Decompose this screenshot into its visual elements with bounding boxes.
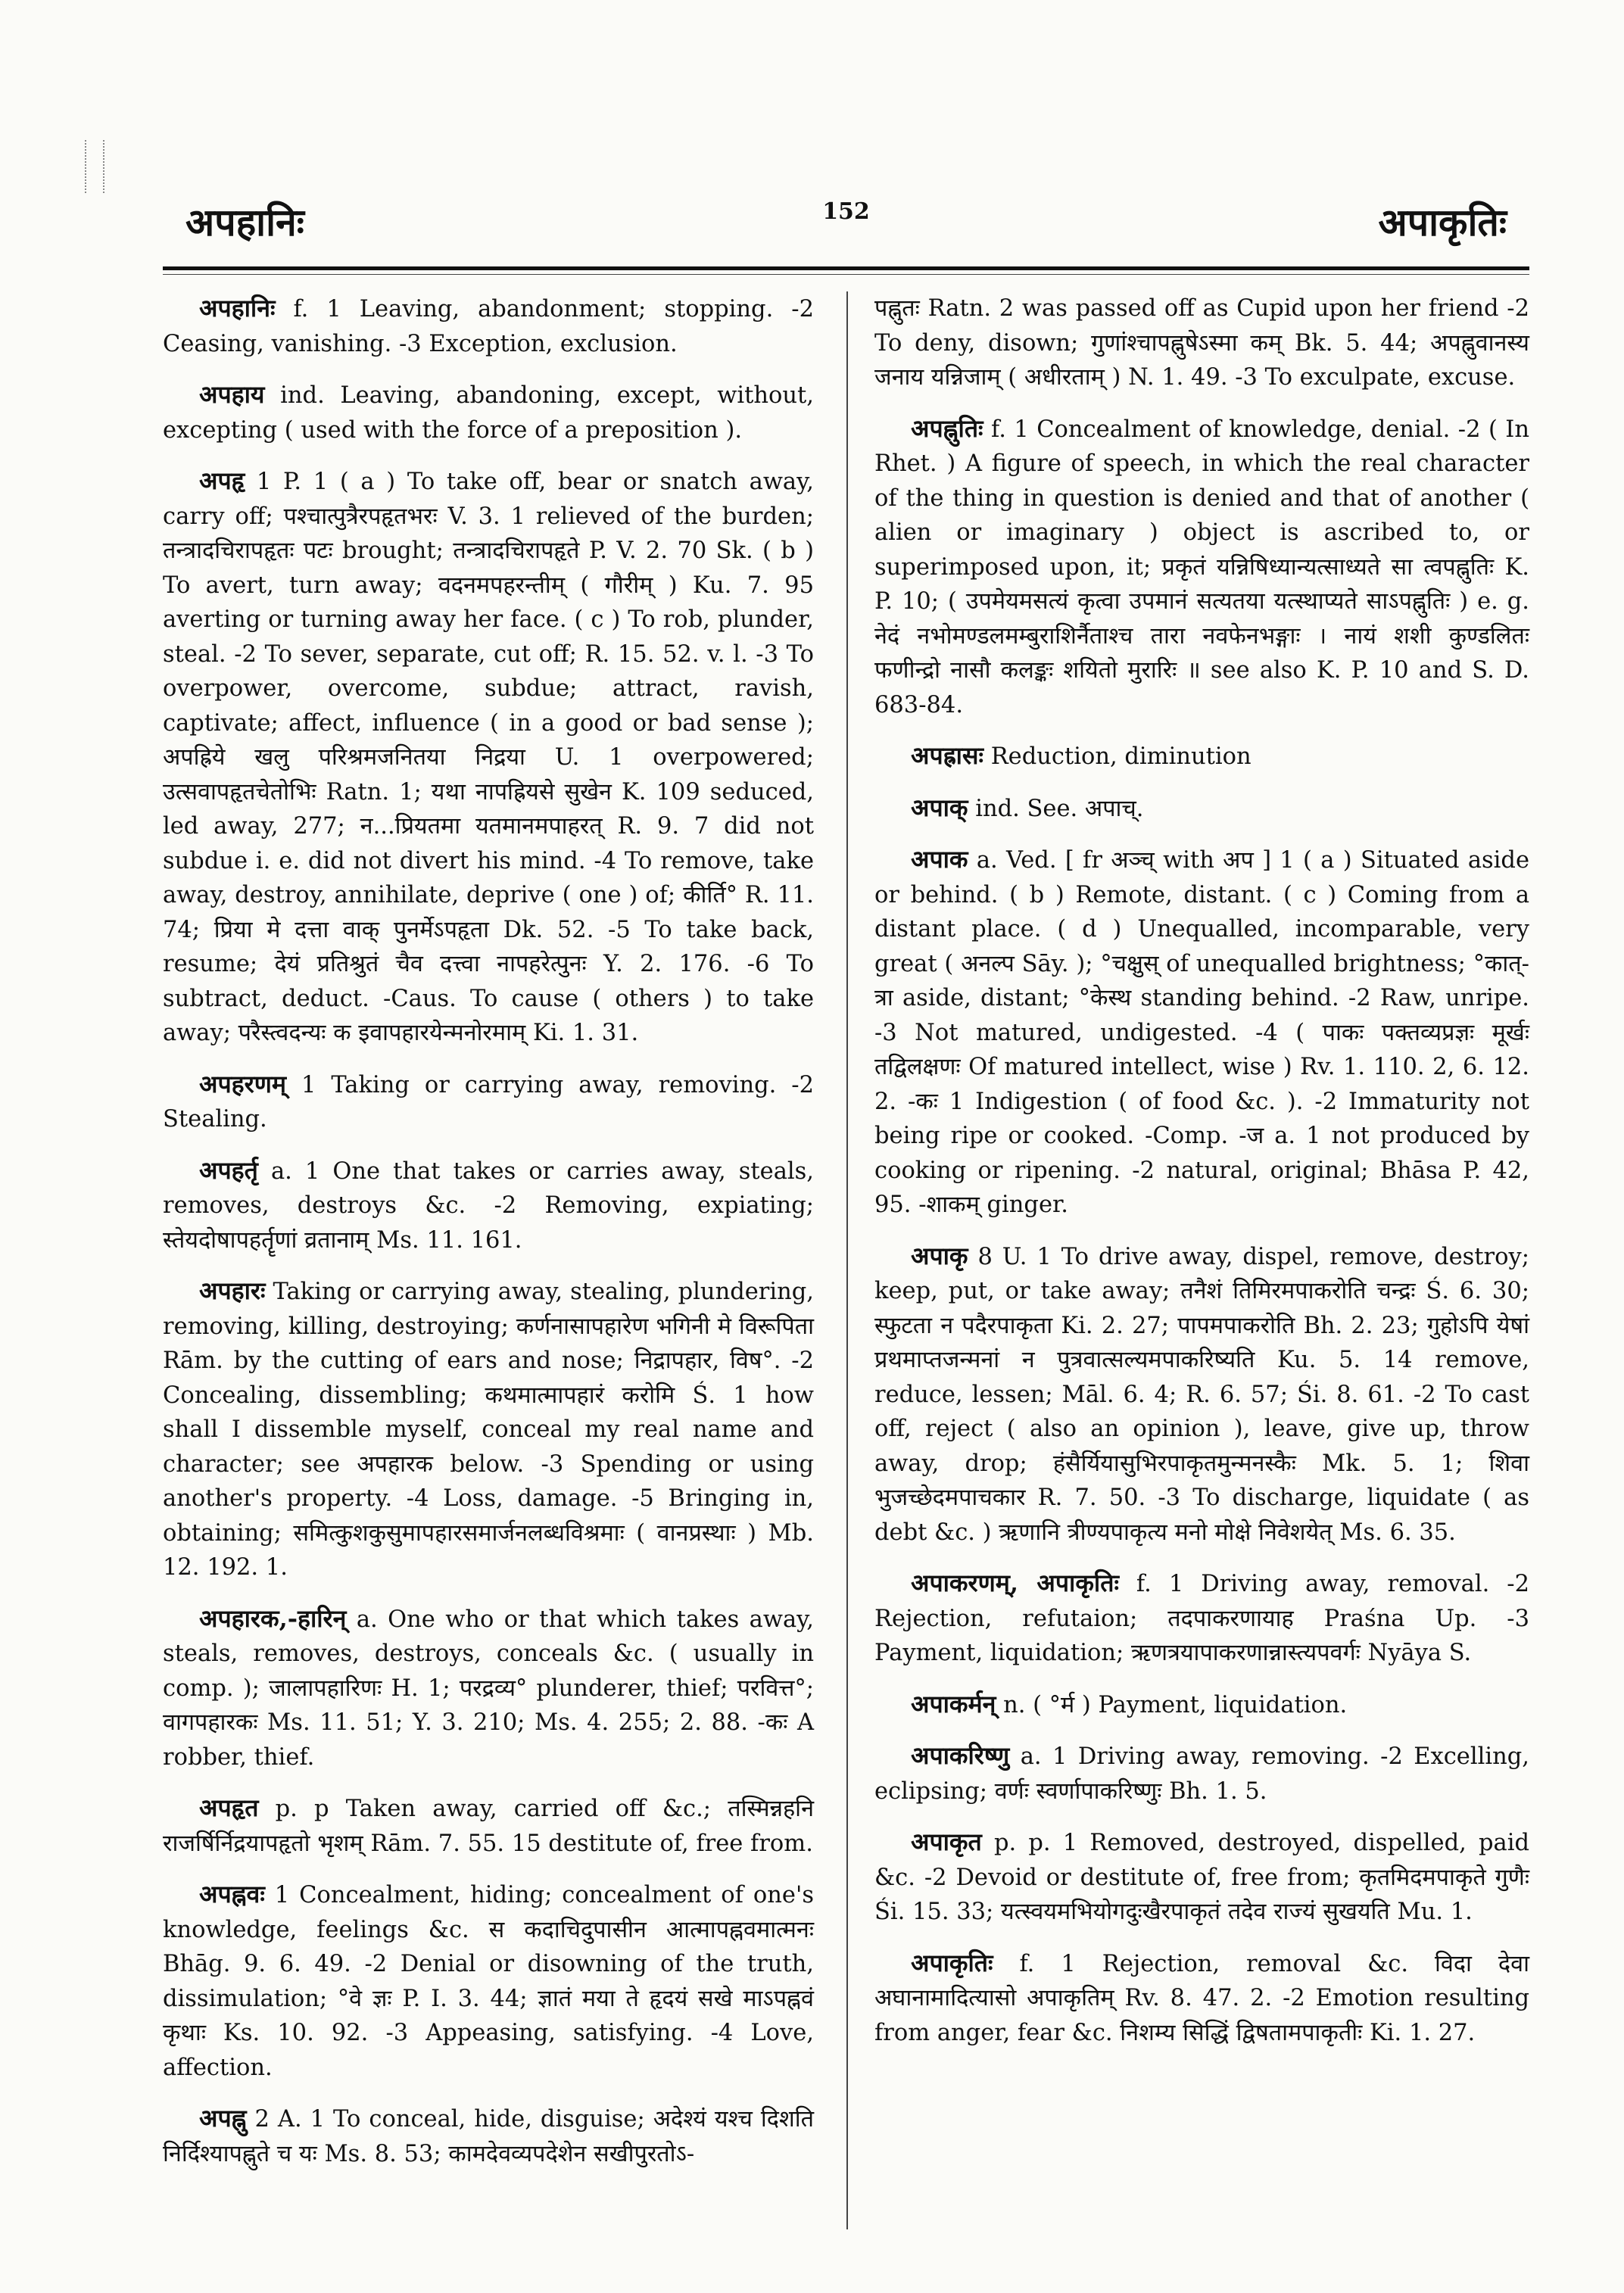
dictionary-entry bbox=[874, 739, 1529, 774]
entry-text: f. 1 Rejection, removal &c. विदा देवा अघानामादित्यासो अपाकृतिम् Rv. 8. 47. 2. -2 Emotion resulting from anger, fear &c. निशम्य सिद्धिं द्विषतामपाकृतीः Ki. 1. 27. bbox=[874, 1950, 1529, 2046]
dictionary-entry-continued bbox=[874, 291, 1529, 395]
left-column bbox=[163, 291, 814, 2188]
entry-text: a. One who or that which takes away, steals, removes, destroys, conceals &c. ( usually in comp. ); जालापहारिणः H. 1; परद्रव्य° plunderer, thief; परवित्त°; वागपहारकः Ms. 11. 51; Y. 3. 210; Ms. 4. 255; 2. 88. -कः A robber, thief. bbox=[163, 1606, 814, 1771]
entry-text: a. 1 One that takes or carries away, steals, removes, destroys &c. -2 Removing, expiating; स्तेयदोषापहर्तॄणां व्रतानाम् Ms. 11. 161. bbox=[163, 1157, 814, 1254]
entry-headword: अपहृ bbox=[199, 466, 245, 495]
dictionary-entry bbox=[163, 1274, 814, 1585]
entry-headword: अपहर्तृ bbox=[199, 1155, 258, 1185]
dictionary-entry bbox=[874, 1566, 1529, 1671]
entry-text: 8 U. 1 To drive away, dispel, remove, destroy; keep, put, or take away; तनैशं तिमिरमपाकरोति चन्द्रः Ś. 6. 30; स्फुटता न पदैरपाकृता Ki. 2. 27; पापमपाकरोति Bh. 2. 23; गुहोऽपि येषां प्रथमाप्तजन्मनां न पुत्रवात्सल्यमपाकरिष्यति Ku. 5. 14 remove, reduce, lessen; Māl. 6. 4; R. 6. 57; Śi. 8. 61. -2 To cast off, reject ( also an opinion ), leave, give up, throw away, drop; हंसैर्यियासुभिरपाकृतमुन्मनस्कैः Mk. 5. 1; शिवा भुजच्छेदमपाचकार R. 7. 50. -3 To discharge, liquidate ( as debt &c. ) ऋणानि त्रीण्यपाकृत्य मनो मोक्षे निवेशयेत् Ms. 6. 35. bbox=[874, 1243, 1529, 1546]
dictionary-entry bbox=[163, 1791, 814, 1861]
dictionary-entry bbox=[163, 464, 814, 1051]
entry-text: f. 1 Driving away, removal. -2 Rejection, refutaion; तदपाकरणायाह Praśna Up. -3 Payment, liquidation; ऋणत्रयापाकरणान्नास्त्यपवर्गः Nyāya S. bbox=[874, 1571, 1529, 1666]
entry-text: Reduction, diminution bbox=[990, 743, 1252, 770]
dictionary-entry bbox=[163, 1067, 814, 1137]
margin-marks bbox=[85, 140, 104, 193]
dictionary-entry bbox=[874, 1239, 1529, 1550]
dictionary-entry bbox=[163, 2101, 814, 2171]
entry-headword: अपाकृ bbox=[911, 1241, 968, 1270]
entry-text: p. p Taken away, carried off &c.; तस्मिन्नहनि राजर्षिर्निद्रयापहृतो भृशम् Rām. 7. 55. 15 destitute of, free from. bbox=[163, 1796, 814, 1857]
entry-headword: अपह्नवः bbox=[199, 1880, 265, 1908]
column-divider bbox=[846, 291, 848, 2229]
entry-text: 1 Taking or carrying away, removing. -2 Stealing. bbox=[163, 1071, 815, 1132]
right-column bbox=[874, 291, 1529, 2067]
dictionary-entry bbox=[163, 1602, 814, 1775]
entry-text: p. p. 1 Removed, destroyed, dispelled, paid &c. -2 Devoid or destitute of, free from; कृतमिदमपाकृते गुणैः Śi. 15. 33; यत्स्वयमभियोगदुःखैरपाकृतं तदेव राज्यं सुखयति Mu. 1. bbox=[874, 1830, 1529, 1925]
entry-headword: अपहानिः bbox=[199, 294, 276, 322]
entry-text: 1 P. 1 ( a ) To take off, bear or snatch away, carry off; पश्चात्पुत्रैरपहृतभरः V. 3. 1 relieved of the burden; तन्त्रादचिरापहृतः पटः brought; तन्त्रादचिरापहृते P. V. 2. 70 Sk. ( b ) To avert, turn away; वदनमपहरन्तीम् ( गौरीम् ) Ku. 7. 95 averting or turning away her face. ( c ) To rob, plunder, steal. -2 To sever, separate, cut off; R. 15. 52. v. l. -3 To overpower, overcome, subdue; attract, ravish, captivate; affect, influence ( in a good or bad sense ); अपह्रिये खलु परिश्रमजनितया निद्रया U. 1 overpowered; उत्सवापहृतचेतोभिः Ratn. 1; यथा नापह्रियसे सुखेन K. 109 seduced, led away, 277; न...प्रियतमा यतमानमपाहरत् R. 9. 7 did not subdue i. e. did not divert his mind. -4 To remove, take away, destroy, annihilate, deprive ( one ) of; कीर्ति° R. 11. 74; प्रिया मे दत्ता वाक् पुनर्मेऽपहृता Dk. 52. -5 To take back, resume; देयं प्रतिश्रुतं चैव दत्त्वा नापहरेत्पुनः Y. 2. 176. -6 To subtract, deduct. -Caus. To cause ( others ) to take away; परैस्त्वदन्यः क इवापहारयेन्मनोरमाम् Ki. 1. 31. bbox=[163, 469, 814, 1046]
dictionary-entry bbox=[163, 291, 814, 361]
dictionary-entry bbox=[874, 791, 1529, 827]
entry-headword: अपहृत bbox=[199, 1793, 259, 1822]
entry-headword: अपाक bbox=[911, 845, 968, 874]
dictionary-entry bbox=[874, 1739, 1529, 1809]
entry-headword: अपहाय bbox=[199, 380, 265, 409]
right-guide-word: अपाकृतिः bbox=[1378, 200, 1507, 245]
entry-text: f. 1 Leaving, abandonment; stopping. -2 Ceasing, vanishing. -3 Exception, exclusion. bbox=[163, 296, 814, 357]
dictionary-entry bbox=[874, 843, 1529, 1223]
dictionary-entry bbox=[874, 1946, 1529, 2051]
header-rule bbox=[163, 266, 1529, 270]
entry-text: f. 1 Concealment of knowledge, denial. -2 ( In Rhet. ) A figure of speech, in which the real character of the thing in question is denied and that of another ( alien or imaginary ) object is ascribed to, or superimposed upon, it; प्रकृतं यन्निषिध्यान्यत्साध्यते सा त्वपह्नुतिः K. P. 10; ( उपमेयमसत्यं कृत्वा उपमानं सत्यतया यत्स्थाप्यते साऽपह्नुतिः ) e. g. नेदं नभोमण्डलमम्बुराशिर्नैताश्च तारा नवफेनभङ्गाः । नायं शशी कुण्डलितः फणीन्द्रो नासौ कलङ्कः शयितो मुरारिः ॥ see also K. P. 10 and S. D. 683-84. bbox=[874, 416, 1529, 718]
entry-headword: अपह्नु bbox=[199, 2104, 247, 2133]
entry-headword: अपह्रासः bbox=[911, 741, 984, 770]
entry-text: 2 A. 1 To conceal, hide, disguise; अदेश्यं यश्च दिशति निर्दिश्यापह्नुते च यः Ms. 8. 53; कामदेवव्यपदेशेन सखीपुरतोऽ- bbox=[163, 2106, 814, 2167]
entry-headword: अपाक् bbox=[911, 793, 968, 822]
entry-headword: अपहारः bbox=[199, 1276, 266, 1305]
page-number: 152 bbox=[822, 198, 870, 225]
entry-headword: अपाकृतिः bbox=[911, 1948, 993, 1977]
entry-headword: अपाकर्मन् bbox=[911, 1689, 996, 1718]
entry-text: पह्नुतः Ratn. 2 was passed off as Cupid upon her friend -2 To deny, disown; गुणांश्चापह्नुषेऽस्मा कम् Bk. 5. 44; अपह्नुवानस्य जनाय यन्निजाम् ( अधीरताम् ) N. 1. 49. -3 To exculpate, excuse. bbox=[874, 295, 1529, 391]
header-rule-thin bbox=[163, 274, 1529, 275]
entry-text: n. ( °र्म ) Payment, liquidation. bbox=[1003, 1691, 1348, 1718]
dictionary-entry bbox=[163, 1877, 814, 2085]
entry-headword: अपहरणम् bbox=[199, 1069, 286, 1098]
dictionary-entry bbox=[163, 1154, 814, 1258]
entry-headword: अपाकरणम्, अपाकृतिः bbox=[911, 1569, 1119, 1597]
entry-text: a. Ved. [ fr अञ्च् with अप ] 1 ( a ) Situated aside or behind. ( b ) Remote, distant. ( c ) Coming from a distant place. ( d ) Unequalled, incomparable, very great ( अनल्प Sāy. ); °चक्षुस् of unequalled brightness; °कात्-त्रा aside, distant; °केस्थ standing behind. -2 Raw, unripe. -3 Not matured, undigested. -4 ( पाकः पक्तव्यप्रज्ञः मूर्खः तद्विलक्षणः Of matured intellect, wise ) Rv. 1. 110. 2, 6. 12. 2. -कः 1 Indigestion ( of food &c. ). -2 Immaturity not being ripe or cooked. -Comp. -ज a. 1 not produced by cooking or ripening. -2 natural, original; Bhāsa P. 42, 95. -शाकम् ginger. bbox=[874, 847, 1529, 1218]
entry-headword: अपाकरिष्णु bbox=[911, 1741, 1010, 1770]
entry-headword: अपाकृत bbox=[911, 1827, 982, 1856]
entry-text: ind. Leaving, abandoning, except, without, excepting ( used with the force of a preposition ). bbox=[163, 382, 814, 444]
dictionary-entry bbox=[163, 378, 814, 447]
left-guide-word: अपहानिः bbox=[185, 200, 304, 245]
entry-text: Taking or carrying away, stealing, plundering, removing, killing, destroying; कर्णनासापहारेण भगिनी मे विरूपिता Rām. by the cutting of ears and nose; निद्रापहार, विष°. -2 Concealing, dissembling; कथमात्मापहारं करोमि Ś. 1 how shall I dissemble myself, conceal my real name and character; see अपहारक below. -3 Spending or using another's property. -4 Loss, damage. -5 Bringing in, obtaining; समित्कुशकुसुमापहारसमार्जनलब्धविश्रमाः ( वानप्रस्थाः ) Mb. 12. 192. 1. bbox=[163, 1279, 814, 1581]
entry-text: 1 Concealment, hiding; concealment of one's knowledge, feelings &c. स कदाचिदुपासीन आत्मापह्नवमात्मनः Bhāg. 9. 6. 49. -2 Denial or disowning of the truth, dissimulation; °वे ज्ञः P. I. 3. 44; ज्ञातं मया ते हृदयं सखे माऽपह्नवं कृथाः Ks. 10. 92. -3 Appeasing, satisfying. -4 Love, affection. bbox=[163, 1882, 814, 2081]
entry-headword: अपहारक,-हारिन् bbox=[199, 1603, 347, 1633]
dictionary-entry bbox=[874, 412, 1529, 723]
entry-text: ind. See. अपाच्. bbox=[975, 795, 1144, 822]
dictionary-entry bbox=[874, 1687, 1529, 1723]
entry-text: a. 1 Driving away, removing. -2 Excelling, eclipsing; वर्णः स्वर्णापाकरिष्णुः Bh. 1. 5. bbox=[874, 1743, 1529, 1805]
entry-headword: अपह्नुतिः bbox=[911, 413, 983, 443]
dictionary-entry bbox=[874, 1825, 1529, 1930]
page-header bbox=[163, 182, 1529, 250]
